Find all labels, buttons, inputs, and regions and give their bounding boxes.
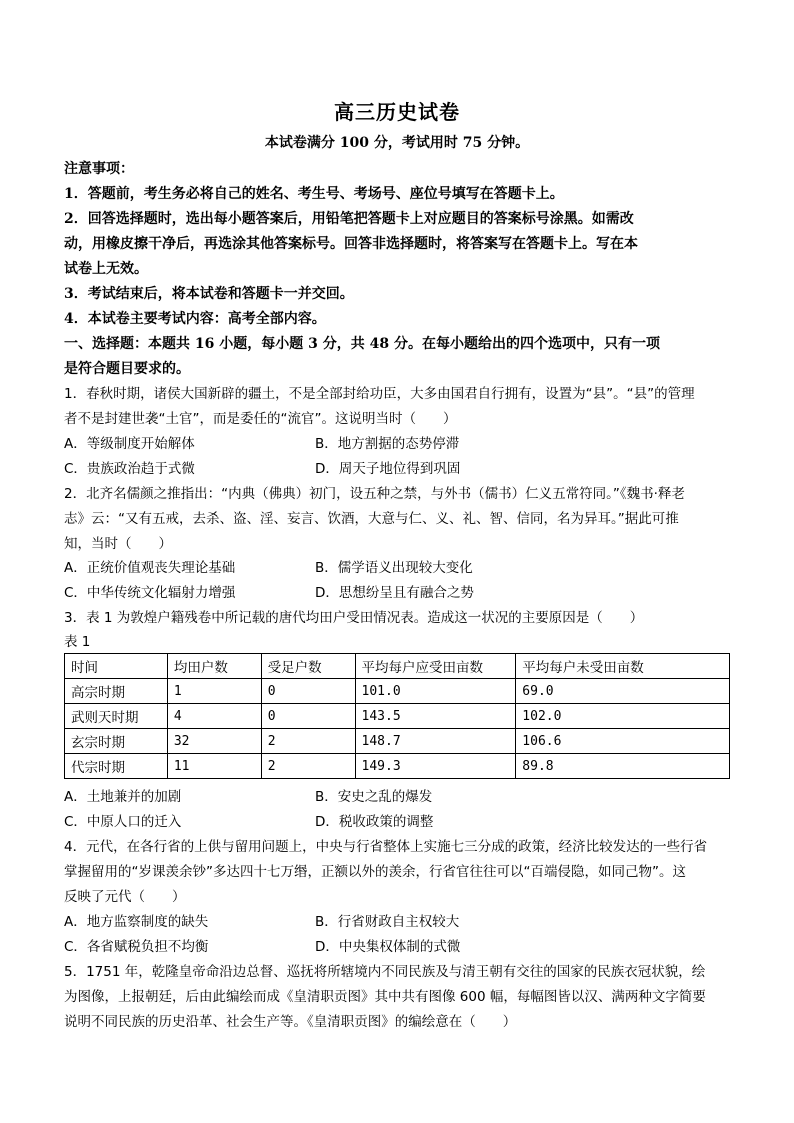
question-2-option-d: D．思想纷呈且有融合之势 — [315, 585, 474, 601]
question-4-option-a: A．地方监察制度的缺失 — [64, 914, 209, 930]
question-4-stem: 4．元代，在各行省的上供与留用问题上，中央与行省整体上实施七三分成的政策，经济比较发达的一些行省 — [64, 839, 708, 855]
question-3-option-c: C．中原人口的迁入 — [64, 814, 182, 830]
section-heading: 一、选择题：本题共 16 小题，每小题 3 分，共 48 分。在每小题给出的四个选项中，只有一项 — [64, 336, 660, 352]
question-4-option-c: C．各省赋税负担不均衡 — [64, 939, 209, 955]
question-2-stem: 志》云：“又有五戒，去杀、盗、淫、妄言、饮酒，大意与仁、义、礼、智、信同，名为异耳。”据此可推 — [64, 511, 679, 527]
page-title: 高三历史试卷 — [334, 100, 460, 124]
question-2-option-b: B．儒学语义出现较大变化 — [315, 560, 473, 576]
question-1-option-a: A．等级制度开始解体 — [64, 436, 195, 452]
table-cell: 106.6 — [516, 729, 730, 754]
table-row — [65, 704, 730, 729]
section-heading: 是符合题目要求的。 — [64, 361, 190, 377]
question-1-option-b: B．地方割据的态势停滞 — [315, 436, 460, 452]
table-header: 平均每户未受田亩数 — [516, 654, 730, 679]
exam-info: 本试卷满分 100 分，考试用时 75 分钟。 — [264, 135, 530, 151]
note-line: 2．回答选择题时，选出每小题答案后，用铅笔把答题卡上对应题目的答案标号涂黑。如需改 — [64, 211, 634, 227]
note-line: 试卷上无效。 — [64, 261, 148, 277]
question-1-stem: 1．春秋时期，诸侯大国新辟的疆土，不是全部封给功臣，大多由国君自行拥有，设置为“县”。“县”的管理 — [64, 386, 695, 402]
note-line: 3．考试结束后，将本试卷和答题卡一并交回。 — [64, 286, 354, 302]
question-3-option-b: B．安史之乱的爆发 — [315, 789, 433, 805]
table-cell: 143.5 — [355, 704, 516, 729]
table-cell: 玄宗时期 — [65, 729, 168, 754]
note-line: 1．答题前，考生务必将自己的姓名、考生号、考场号、座位号填写在答题卡上。 — [64, 186, 564, 202]
question-2-option-c: C．中华传统文化辐射力增强 — [64, 585, 236, 601]
question-3-option-d: D．税收政策的调整 — [315, 814, 434, 830]
question-1-stem: 者不是封建世袭“土官”，而是委任的“流官”。这说明当时（ ） — [64, 411, 457, 427]
table-row — [65, 679, 730, 704]
question-5-stem: 为图像，上报朝廷，后由此编绘而成《皇清职贡图》其中共有图像 600 幅，每幅图皆以汉、满两种文字简要 — [64, 989, 706, 1005]
table-cell: 32 — [167, 729, 261, 754]
land-allocation-table — [64, 653, 730, 779]
question-5-stem: 5．1751 年，乾隆皇帝命沿边总督、巡抚将所辖境内不同民族及与清王朝有交往的国家的民族衣冠状貌，绘 — [64, 964, 706, 980]
table-cell: 89.8 — [516, 754, 730, 779]
table-header: 时间 — [65, 654, 168, 679]
table-cell: 2 — [261, 729, 355, 754]
table-cell: 4 — [167, 704, 261, 729]
question-2-option-a: A．正统价值观丧失理论基础 — [64, 560, 236, 576]
table-cell: 101.0 — [355, 679, 516, 704]
note-line: 4．本试卷主要考试内容：高考全部内容。 — [64, 311, 326, 327]
table-cell: 武则天时期 — [65, 704, 168, 729]
question-4-stem: 掌握留用的“岁课羡余钞”多达四十七万缗，正额以外的羡余，行省官往往可以“百端侵隐，如同己物”。这 — [64, 864, 686, 880]
question-3-option-a: A．土地兼并的加剧 — [64, 789, 182, 805]
table-cell: 代宗时期 — [65, 754, 168, 779]
table-header: 平均每户应受田亩数 — [355, 654, 516, 679]
question-4-stem: 反映了元代（ ） — [64, 889, 186, 905]
question-3-stem: 3．表 1 为敦煌户籍残卷中所记载的唐代均田户受田情况表。造成这一状况的主要原因是（ ） — [64, 610, 644, 626]
table-header: 均田户数 — [167, 654, 261, 679]
note-line: 动，用橡皮擦干净后，再选涂其他答案标号。回答非选择题时，将答案写在答题卡上。写在本 — [64, 236, 638, 252]
table-cell: 1 — [167, 679, 261, 704]
question-2-stem: 2．北齐名儒颜之推指出：“内典（佛典）初门，设五种之禁，与外书（儒书）仁义五常符同。”《魏书·释老 — [64, 486, 685, 502]
table-cell: 69.0 — [516, 679, 730, 704]
table-header: 受足户数 — [261, 654, 355, 679]
question-2-stem: 知，当时（ ） — [64, 536, 172, 552]
table-row — [65, 754, 730, 779]
table-cell: 0 — [261, 679, 355, 704]
question-1-option-d: D．周天子地位得到巩固 — [315, 461, 461, 477]
table-cell: 102.0 — [516, 704, 730, 729]
table-cell: 11 — [167, 754, 261, 779]
table-cell: 高宗时期 — [65, 679, 168, 704]
table-cell: 149.3 — [355, 754, 516, 779]
notes-heading: 注意事项： — [64, 161, 134, 177]
question-1-option-c: C．贵族政治趋于式微 — [64, 461, 195, 477]
question-5-stem: 说明不同民族的历史沿革、社会生产等。《皇清职贡图》的编绘意在（ ） — [64, 1014, 517, 1030]
table-cell: 148.7 — [355, 729, 516, 754]
question-4-option-d: D．中央集权体制的式微 — [315, 939, 461, 955]
table-cell: 0 — [261, 704, 355, 729]
table-row — [65, 729, 730, 754]
table-cell: 2 — [261, 754, 355, 779]
table-header-row — [65, 654, 730, 679]
table-caption: 表 1 — [64, 634, 91, 650]
question-4-option-b: B．行省财政自主权较大 — [315, 914, 460, 930]
